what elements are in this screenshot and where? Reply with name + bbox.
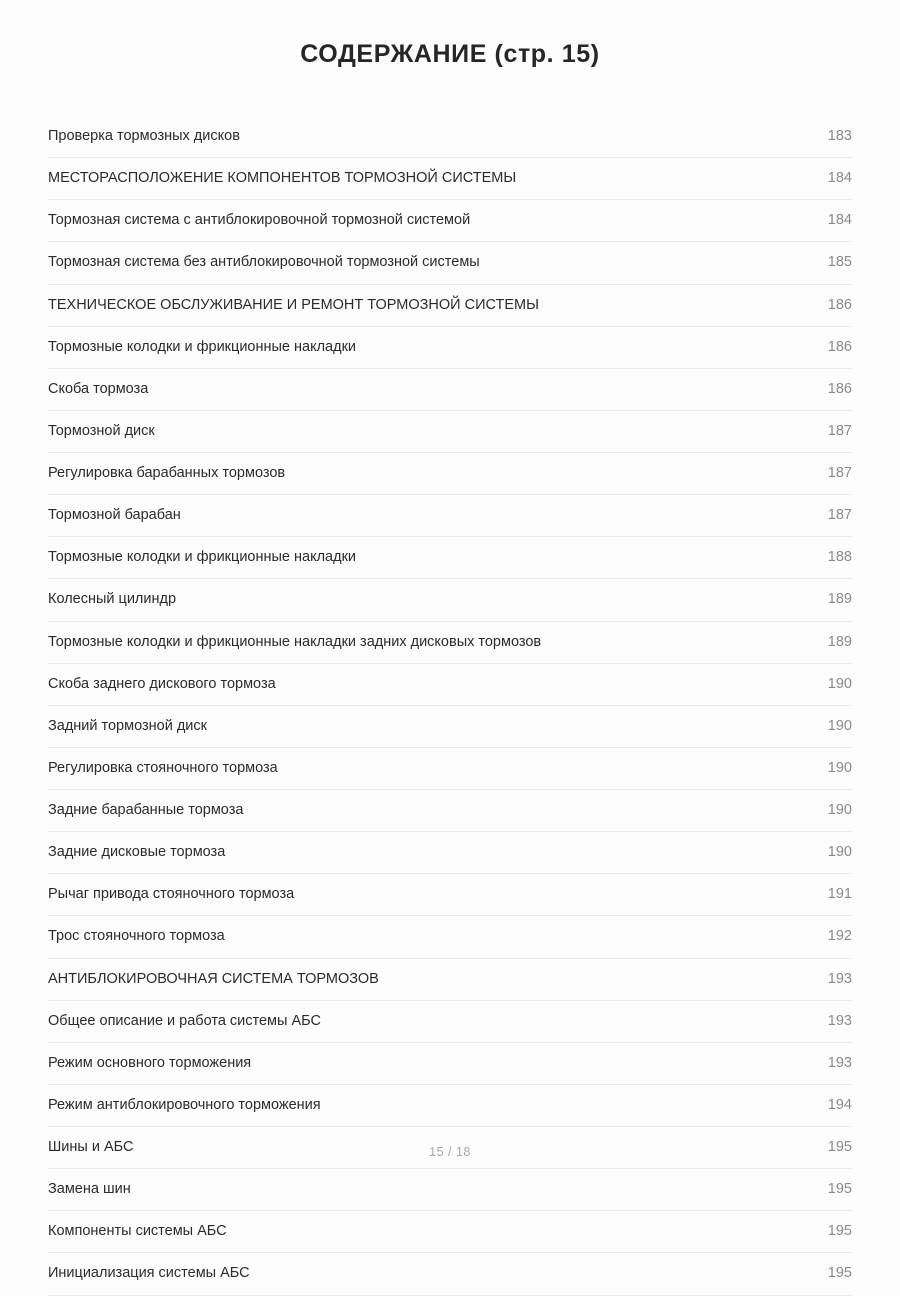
toc-entry-title[interactable]: Задний тормозной диск bbox=[48, 717, 207, 734]
toc-row[interactable] bbox=[48, 958, 852, 1000]
toc-entry-title[interactable]: Компоненты системы АБС bbox=[48, 1223, 227, 1240]
toc-row[interactable] bbox=[48, 410, 852, 452]
toc-entry-title[interactable]: Режим антиблокировочного торможения bbox=[48, 1096, 321, 1113]
toc-entry-title[interactable]: Тормозные колодки и фрикционные накладки bbox=[48, 338, 357, 355]
toc-entry-title[interactable]: Замена шин bbox=[48, 1181, 131, 1198]
toc-row[interactable] bbox=[48, 242, 852, 284]
toc-entry-page-number: 184 bbox=[827, 170, 852, 187]
toc-row[interactable] bbox=[48, 1084, 852, 1126]
toc-entry-title[interactable]: Тормозные колодки и фрикционные накладки задних дисковых тормозов bbox=[48, 633, 542, 650]
toc-row[interactable] bbox=[48, 1169, 852, 1211]
toc-row[interactable] bbox=[48, 368, 852, 410]
toc-entry-title[interactable]: Тормозная система с антиблокировочной тормозной системой bbox=[48, 212, 471, 229]
toc-entry-page-number: 189 bbox=[827, 591, 852, 608]
toc-entry-page-number: 191 bbox=[827, 886, 852, 903]
toc-entry-page-number: 190 bbox=[827, 844, 852, 861]
toc-entry-page-number: 193 bbox=[827, 1054, 852, 1071]
toc-entry-title[interactable]: Шины и АБС bbox=[48, 1139, 134, 1155]
toc-row[interactable] bbox=[48, 747, 852, 789]
toc-row[interactable] bbox=[48, 874, 852, 916]
toc-entry-title[interactable]: Общее описание и работа системы АБС bbox=[48, 1012, 321, 1029]
toc-row[interactable] bbox=[48, 200, 852, 242]
toc-row[interactable] bbox=[48, 537, 852, 579]
toc-entry-title[interactable]: Задние барабанные тормоза bbox=[48, 802, 244, 818]
toc-entry-page-number: 193 bbox=[827, 1012, 852, 1029]
toc-section-heading[interactable]: ТЕХНИЧЕСКОЕ ОБСЛУЖИВАНИЕ И РЕМОНТ ТОРМОЗНОЙ СИСТЕМЫ bbox=[48, 296, 539, 313]
toc-entry-title[interactable]: Скоба тормоза bbox=[48, 380, 149, 397]
toc-entry-title[interactable]: Регулировка стояночного тормоза bbox=[48, 759, 278, 776]
toc-entry-page-number: 187 bbox=[827, 465, 852, 481]
toc-entry-title[interactable]: Тормозной диск bbox=[48, 422, 155, 439]
toc-section-heading[interactable]: МЕСТОРАСПОЛОЖЕНИЕ КОМПОНЕНТОВ ТОРМОЗНОЙ СИСТЕМЫ bbox=[48, 170, 517, 187]
toc-entry-page-number: 187 bbox=[827, 507, 852, 524]
table-of-contents bbox=[48, 116, 852, 1296]
toc-entry-title[interactable]: Проверка тормозных дисков bbox=[48, 128, 240, 144]
toc-entry-title[interactable]: Трос стояночного тормоза bbox=[48, 928, 225, 945]
toc-entry-page-number: 186 bbox=[827, 338, 852, 355]
toc-section-heading[interactable]: АНТИБЛОКИРОВОЧНАЯ СИСТЕМА ТОРМОЗОВ bbox=[48, 970, 379, 987]
toc-row[interactable] bbox=[48, 1253, 852, 1295]
toc-row[interactable] bbox=[48, 1000, 852, 1042]
toc-row[interactable] bbox=[48, 116, 852, 158]
toc-row[interactable] bbox=[48, 495, 852, 537]
toc-entry-title[interactable]: Колесный цилиндр bbox=[48, 591, 177, 608]
toc-entry-title[interactable]: Тормозная система без антиблокировочной тормозной системы bbox=[48, 254, 480, 271]
toc-entry-page-number: 187 bbox=[827, 422, 852, 439]
toc-entry-page-number: 192 bbox=[827, 928, 852, 945]
page-title: СОДЕРЖАНИЕ (стр. 15) bbox=[300, 40, 600, 68]
toc-entry-page-number: 190 bbox=[827, 759, 852, 776]
toc-entry-page-number: 188 bbox=[827, 549, 852, 566]
toc-row[interactable] bbox=[48, 916, 852, 958]
toc-row[interactable] bbox=[48, 663, 852, 705]
toc-row[interactable] bbox=[48, 790, 852, 832]
toc-entry-page-number: 194 bbox=[827, 1096, 852, 1113]
toc-row[interactable] bbox=[48, 1042, 852, 1084]
toc-entry-page-number: 190 bbox=[827, 717, 852, 734]
toc-row[interactable] bbox=[48, 621, 852, 663]
toc-entry-page-number: 189 bbox=[827, 633, 852, 650]
toc-body bbox=[48, 116, 852, 1295]
toc-entry-title[interactable]: Рычаг привода стояночного тормоза bbox=[48, 886, 295, 903]
toc-entry-page-number: 195 bbox=[827, 1181, 852, 1198]
toc-row[interactable] bbox=[48, 832, 852, 874]
toc-entry-title[interactable]: Режим основного торможения bbox=[48, 1054, 252, 1071]
toc-entry-title[interactable]: Инициализация системы АБС bbox=[48, 1265, 250, 1282]
toc-entry-page-number: 195 bbox=[827, 1223, 852, 1240]
toc-entry-title[interactable]: Задние дисковые тормоза bbox=[48, 844, 226, 861]
toc-entry-page-number: 183 bbox=[827, 128, 852, 144]
toc-row[interactable] bbox=[48, 1211, 852, 1253]
toc-entry-title[interactable]: Тормозной барабан bbox=[48, 507, 181, 524]
toc-entry-page-number: 185 bbox=[827, 254, 852, 271]
toc-row[interactable] bbox=[48, 453, 852, 495]
toc-entry-page-number: 193 bbox=[827, 970, 852, 987]
toc-row[interactable] bbox=[48, 705, 852, 747]
toc-row[interactable] bbox=[48, 284, 852, 326]
toc-entry-page-number: 195 bbox=[827, 1265, 852, 1282]
toc-entry-page-number: 190 bbox=[827, 802, 852, 818]
toc-entry-page-number: 186 bbox=[827, 296, 852, 313]
toc-entry-page-number: 184 bbox=[827, 212, 852, 229]
toc-entry-title[interactable]: Скоба заднего дискового тормоза bbox=[48, 675, 276, 692]
toc-row[interactable] bbox=[48, 158, 852, 200]
toc-entry-title[interactable]: Тормозные колодки и фрикционные накладки bbox=[48, 549, 357, 566]
toc-entry-page-number: 186 bbox=[827, 380, 852, 397]
toc-entry-title[interactable]: Регулировка барабанных тормозов bbox=[48, 465, 286, 481]
toc-row[interactable] bbox=[48, 326, 852, 368]
toc-entry-page-number: 195 bbox=[827, 1139, 852, 1155]
toc-row[interactable] bbox=[48, 579, 852, 621]
page-footer: 15 / 18 bbox=[429, 1145, 471, 1159]
toc-entry-page-number: 190 bbox=[827, 675, 852, 692]
